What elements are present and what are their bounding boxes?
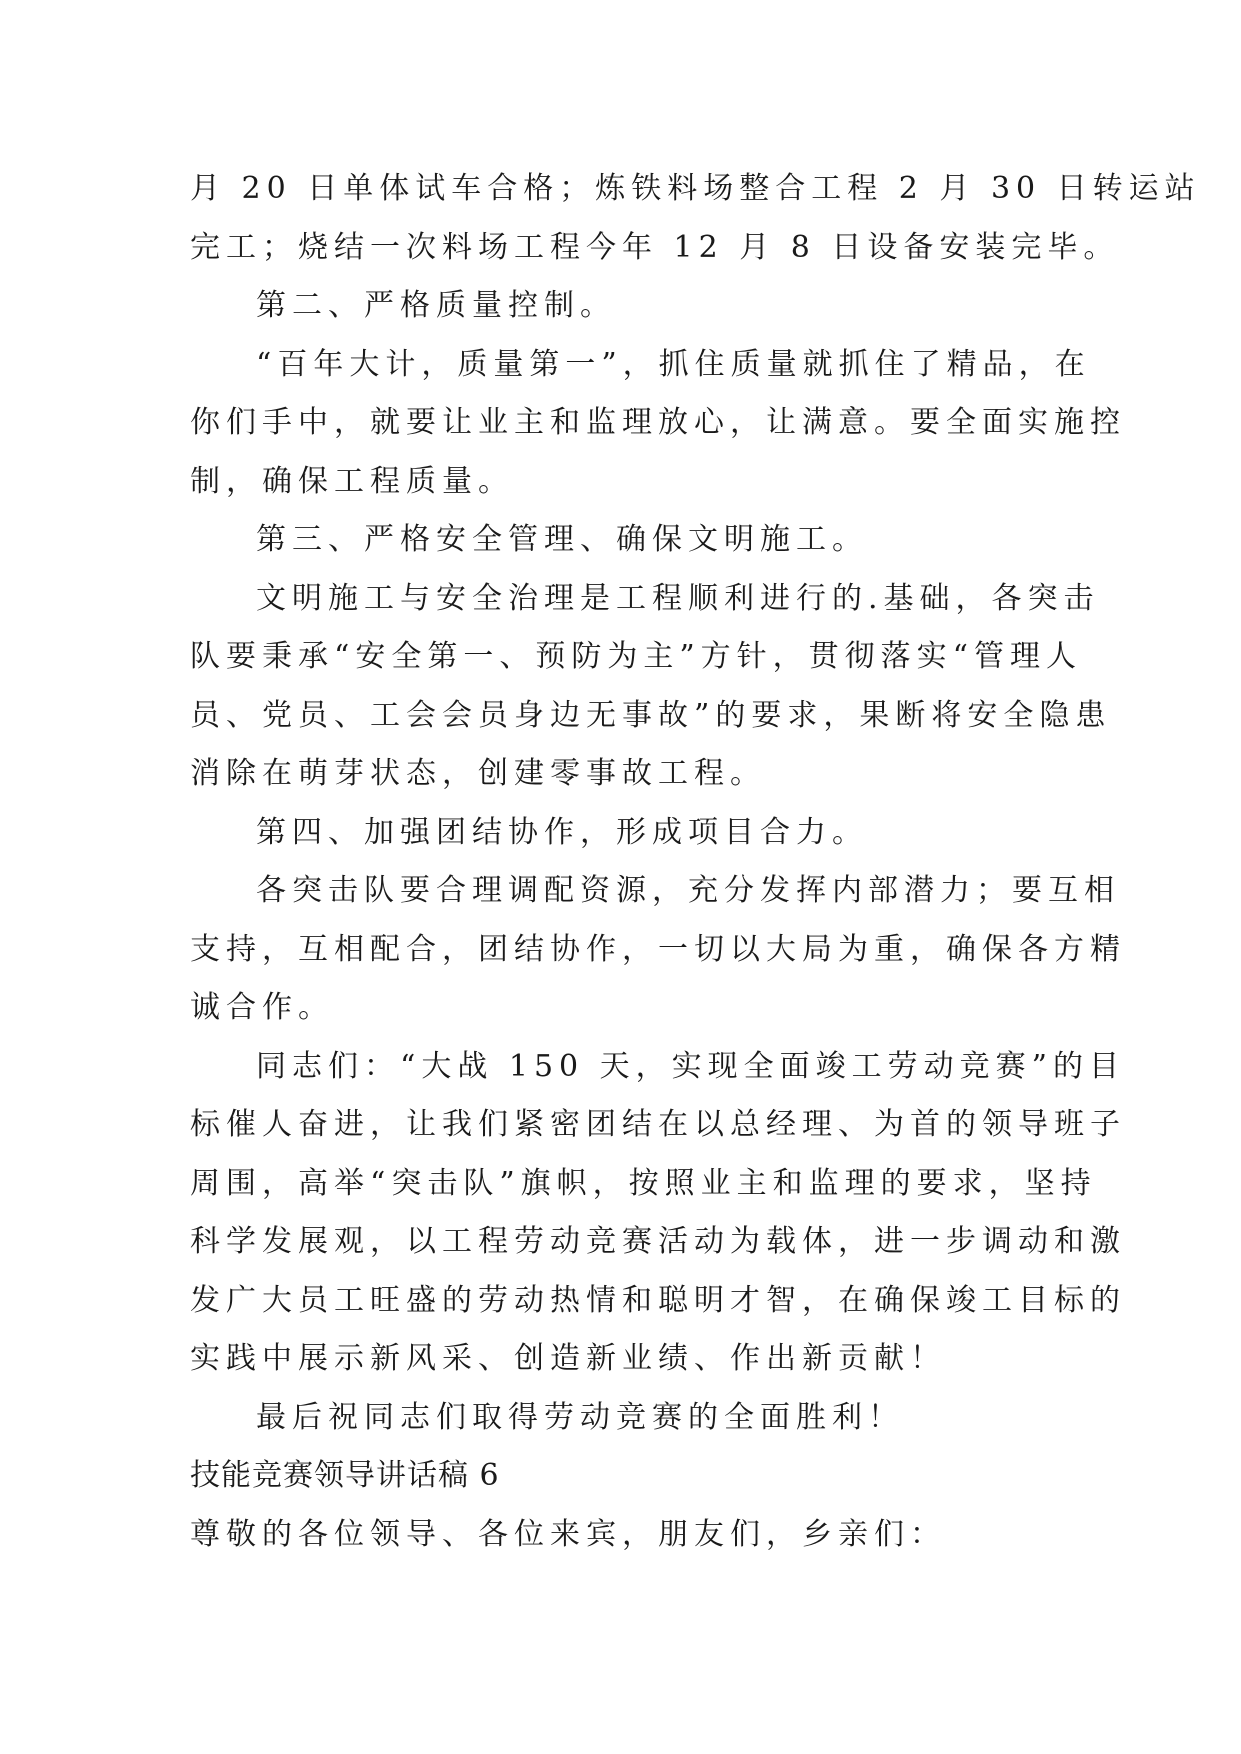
- text-line: 月 20 日单体试车合格；炼铁料场整合工程 2 月 30 日转运站: [190, 171, 1201, 206]
- text-line: “百年大计，质量第一”，抓住质量就抓住了精品，在: [256, 346, 1091, 382]
- document-title: 技能竞赛领导讲话稿 6: [190, 1458, 500, 1493]
- text-line: 制，确保工程质量。: [190, 463, 514, 499]
- text-line: 科学发展观，以工程劳动竞赛活动为载体，进一步调动和激: [190, 1224, 1126, 1259]
- section-heading: 第四、加强团结协作，形成项目合力。: [256, 814, 868, 850]
- text-line: 你们手中，就要让业主和监理放心，让满意。要全面实施控: [190, 405, 1126, 440]
- salutation: 尊敬的各位领导、各位来宾，朋友们，乡亲们：: [190, 1516, 946, 1552]
- text-line: 最后祝同志们取得劳动竞赛的全面胜利！: [256, 1399, 904, 1435]
- text-line: 员、党员、工会会员身边无事故”的要求，果断将安全隐患: [190, 697, 1112, 733]
- text-line: 发广大员工旺盛的劳动热情和聪明才智，在确保竣工目标的: [190, 1282, 1126, 1318]
- text-line: 实践中展示新风采、创造新业绩、作出新贡献！: [190, 1341, 946, 1376]
- text-line: 同志们：“大战 150 天，实现全面竣工劳动竞赛”的目: [256, 1048, 1126, 1084]
- text-line: 各突击队要合理调配资源，充分发挥内部潜力；要互相: [256, 873, 1120, 908]
- section-heading: 第三、严格安全管理、确保文明施工。: [256, 522, 868, 557]
- text-line: 文明施工与安全治理是工程顺利进行的.基础，各突击: [256, 580, 1100, 616]
- text-line: 周围，高举“突击队”旗帜，按照业主和监理的要求，坚持: [190, 1165, 1097, 1201]
- text-line: 诚合作。: [190, 990, 334, 1025]
- text-line: 队要秉承“安全第一、预防为主”方针，贯彻落实“管理人: [190, 639, 1083, 674]
- section-heading: 第二、严格质量控制。: [256, 288, 616, 323]
- text-line: 标催人奋进，让我们紧密团结在以总经理、为首的领导班子: [190, 1107, 1126, 1142]
- document-body: [190, 160, 1201, 1564]
- text-line: 完工；烧结一次料场工程今年 12 月 8 日设备安装完毕。: [190, 229, 1120, 265]
- text-line: 支持，互相配合，团结协作，一切以大局为重，确保各方精: [190, 931, 1126, 967]
- text-line: 消除在萌芽状态，创建零事故工程。: [190, 756, 766, 791]
